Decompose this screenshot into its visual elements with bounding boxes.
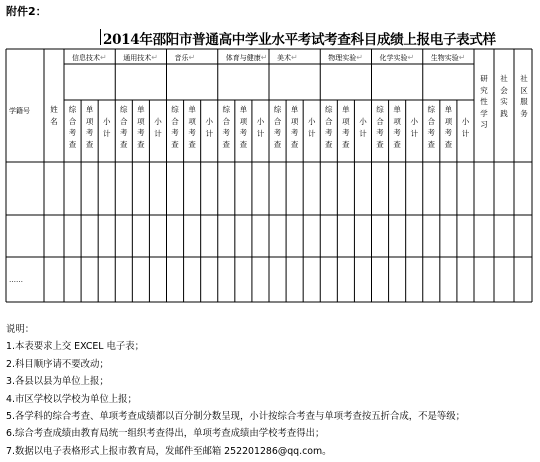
note-item: 6.综合考查成绩由教育局统一组织考查得出，单项考查成绩由学校考查得出； <box>6 428 325 440</box>
attachment-label: 附件2： <box>6 5 47 18</box>
subheader-cell: 单项考查 <box>239 105 248 149</box>
subheader-cell: 单项考查 <box>342 105 350 149</box>
subheader-cell: 小计 <box>256 117 265 138</box>
subheader-cell: 单项考查 <box>290 105 299 149</box>
subheader-cell: 小计 <box>154 117 162 138</box>
paragraph-mark-icon: ↵ <box>291 53 298 62</box>
tail-header: 社区服务 <box>520 74 528 118</box>
subheader-cell: 综合考查 <box>120 105 128 149</box>
note-item: 2.科目顺序请不要改动； <box>6 358 109 370</box>
subject-header: 体育与健康↵ <box>225 53 268 62</box>
paragraph-mark-icon: ↵ <box>356 53 363 62</box>
paragraph-mark-icon: ↵ <box>260 53 268 62</box>
subheader-cell: 综合考查 <box>273 105 282 149</box>
subheader-cell: 综合考查 <box>171 105 179 149</box>
paragraph-mark-icon: ↵ <box>458 53 466 62</box>
subheader-cell: 综合考查 <box>222 105 231 149</box>
note-item: 7.数据以电子表格形式上报市教育局，发邮件至邮箱 252201286@qq.com。 <box>6 445 332 457</box>
notes-block <box>6 321 465 460</box>
subheader-cell: 小计 <box>205 117 213 138</box>
subheader-cell: 单项考查 <box>444 105 453 149</box>
paragraph-mark-icon: ↵ <box>100 53 107 62</box>
subject-header: 生物实验↵ <box>430 53 466 62</box>
subheader-cell: 单项考查 <box>85 105 94 149</box>
note-item: 3.各县以县为单位上报； <box>6 376 109 388</box>
subheader-cell: 综合考查 <box>427 105 436 149</box>
note-item: 4.市区学校以学校为单位上报； <box>6 393 137 405</box>
subject-header: 通用技术↵ <box>123 53 158 62</box>
paragraph-mark-icon: ↵ <box>188 53 196 62</box>
subheader-cell: 小计 <box>359 117 367 138</box>
subheader-cell: 小计 <box>410 117 418 138</box>
subheader-cell: 综合考查 <box>68 105 77 149</box>
subject-header: 美术↵ <box>277 53 298 62</box>
subheader-cell: 综合考查 <box>325 105 333 149</box>
tail-header: 研究性学习 <box>480 74 488 129</box>
tail-header: 社会实践 <box>500 74 508 118</box>
subject-header: 物理实验↵ <box>328 53 363 62</box>
paragraph-mark-icon: ↵ <box>151 53 158 62</box>
row-marker: …… <box>9 275 23 284</box>
subheader-cell: 小计 <box>102 117 111 138</box>
student-id-header: 学籍号 <box>9 107 30 115</box>
paragraph-mark-icon: ↵ <box>407 53 415 62</box>
note-item: 5.各学科的综合考查、单项考查成绩都以百分制分数呈现，小计按综合考查与单项考查按五折合成，不是等级； <box>6 411 465 423</box>
subheader-cell: 单项考查 <box>393 105 401 149</box>
subheader-cell: 单项考查 <box>188 105 196 149</box>
subject-header: 信息技术↵ <box>72 53 107 62</box>
subheader-cell: 单项考查 <box>137 105 145 149</box>
subject-header: 音乐↵ <box>174 53 196 62</box>
notes-heading: 说明： <box>6 324 35 335</box>
note-item: 1.本表要求上交 EXCEL 电子表； <box>6 341 145 353</box>
subheader-cell: 小计 <box>307 117 316 138</box>
subheader-cell: 综合考查 <box>376 105 384 149</box>
page-title: 2014年邵阳市普通高中学业水平考试考查科目成绩上报电子表式样 <box>103 28 496 48</box>
subject-header: 化学实验↵ <box>379 53 415 62</box>
name-header: 姓名 <box>50 105 58 126</box>
subheader-cell: 小计 <box>461 117 470 138</box>
